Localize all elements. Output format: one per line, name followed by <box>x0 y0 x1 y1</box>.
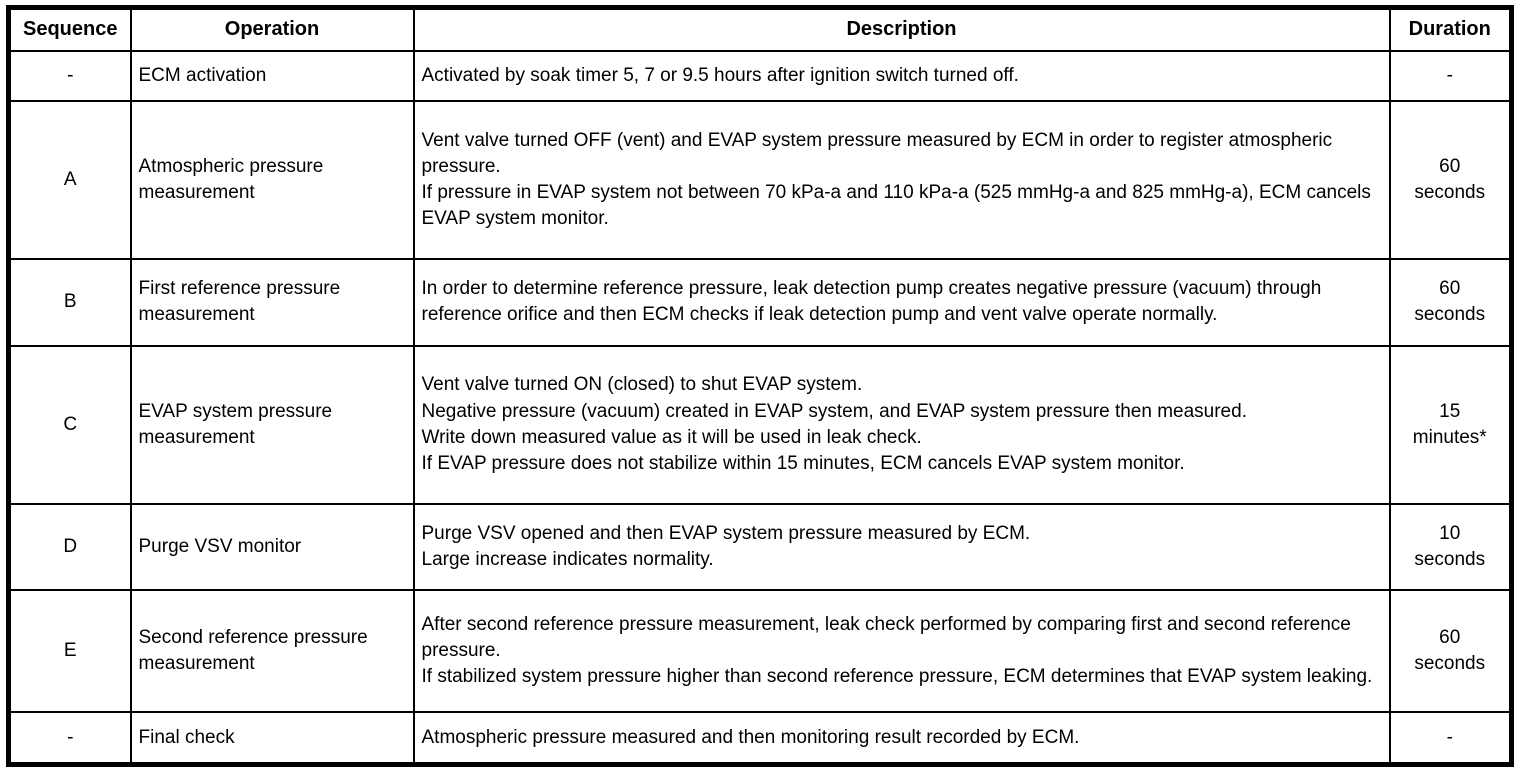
duration-cell: - <box>1390 51 1512 101</box>
table-row <box>9 101 1512 259</box>
evap-monitor-sequence-table <box>6 5 1514 767</box>
header-row <box>9 8 1512 52</box>
table-body <box>9 51 1512 765</box>
operation-cell: Purge VSV monitor <box>131 504 414 590</box>
sequence-cell: D <box>9 504 131 590</box>
table-row <box>9 51 1512 101</box>
duration-cell: 60 seconds <box>1390 259 1512 345</box>
table-row <box>9 712 1512 764</box>
description-cell: Activated by soak timer 5, 7 or 9.5 hours after ignition switch turned off. <box>414 51 1390 101</box>
col-header-sequence: Sequence <box>9 8 131 52</box>
col-header-description: Description <box>414 8 1390 52</box>
duration-cell: 60 seconds <box>1390 101 1512 259</box>
sequence-cell: - <box>9 712 131 764</box>
table-row <box>9 590 1512 712</box>
table-row <box>9 504 1512 590</box>
table-row <box>9 346 1512 504</box>
duration-cell: 15 minutes* <box>1390 346 1512 504</box>
description-cell: Vent valve turned ON (closed) to shut EVAP system. Negative pressure (vacuum) created in EVAP system, and EVAP system pressure then measured. Write down measured value as it will be used in leak check. If EVAP pressure does not stabilize within 15 minutes, ECM cancels EVAP system monitor. <box>414 346 1390 504</box>
sequence-cell: C <box>9 346 131 504</box>
sequence-cell: B <box>9 259 131 345</box>
col-header-duration: Duration <box>1390 8 1512 52</box>
duration-cell: 10 seconds <box>1390 504 1512 590</box>
description-cell: Purge VSV opened and then EVAP system pressure measured by ECM. Large increase indicates normality. <box>414 504 1390 590</box>
col-header-operation: Operation <box>131 8 414 52</box>
table-row <box>9 259 1512 345</box>
description-cell: Vent valve turned OFF (vent) and EVAP system pressure measured by ECM in order to register atmospheric pressure. If pressure in EVAP system not between 70 kPa-a and 110 kPa-a (525 mmHg-a and 825 mmHg-a), ECM cancels EVAP system monitor. <box>414 101 1390 259</box>
description-cell: After second reference pressure measurement, leak check performed by comparing first and second reference pressure. If stabilized system pressure higher than second reference pressure, ECM determines that EVAP system leaking. <box>414 590 1390 712</box>
duration-cell: - <box>1390 712 1512 764</box>
operation-cell: Atmospheric pressure measurement <box>131 101 414 259</box>
description-cell: In order to determine reference pressure, leak detection pump creates negative pressure (vacuum) through reference orifice and then ECM checks if leak detection pump and vent valve operate normally. <box>414 259 1390 345</box>
duration-cell: 60 seconds <box>1390 590 1512 712</box>
operation-cell: First reference pressure measurement <box>131 259 414 345</box>
sequence-cell: A <box>9 101 131 259</box>
sequence-cell: E <box>9 590 131 712</box>
operation-cell: Final check <box>131 712 414 764</box>
operation-cell: Second reference pressure measurement <box>131 590 414 712</box>
description-cell: Atmospheric pressure measured and then monitoring result recorded by ECM. <box>414 712 1390 764</box>
operation-cell: ECM activation <box>131 51 414 101</box>
sequence-cell: - <box>9 51 131 101</box>
operation-cell: EVAP system pressure measurement <box>131 346 414 504</box>
